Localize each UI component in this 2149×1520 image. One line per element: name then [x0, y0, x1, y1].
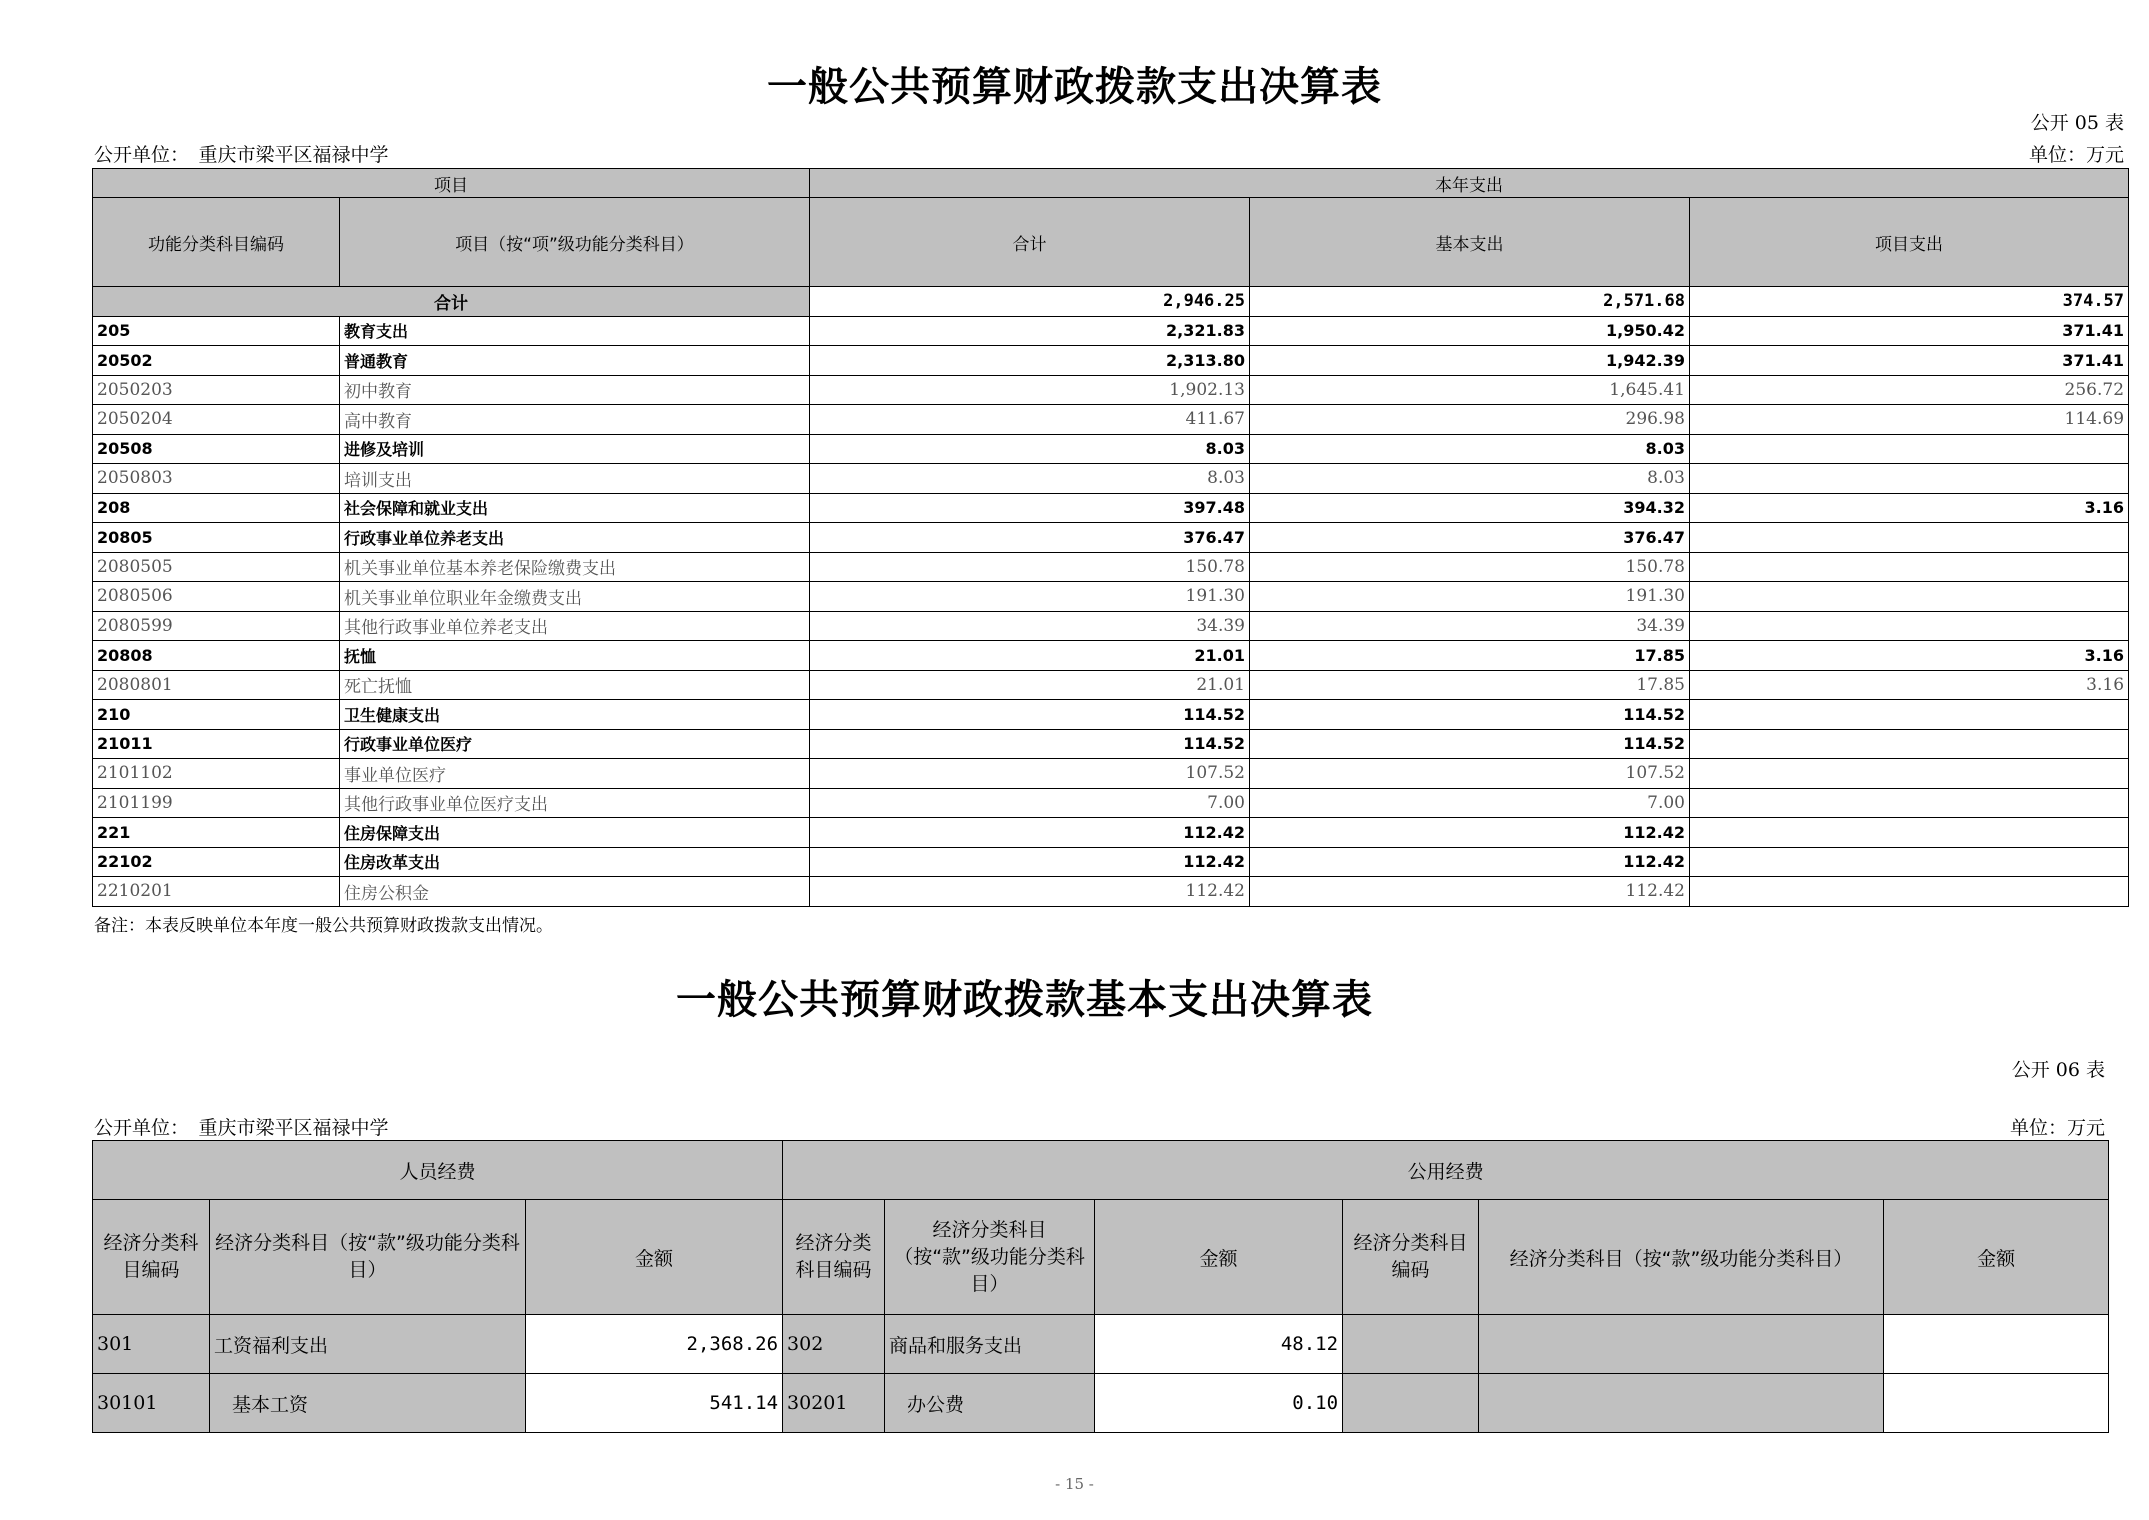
- row-code: 20508: [93, 434, 340, 464]
- cell-amount2: 48.12: [1095, 1315, 1343, 1374]
- row-project: 114.69: [1690, 405, 2129, 435]
- cell-code1: 301: [93, 1315, 210, 1374]
- cell-empty: [1884, 1374, 2109, 1433]
- row-basic: 17.85: [1250, 670, 1690, 700]
- total-label: 合计: [93, 287, 810, 317]
- row-project: 371.41: [1690, 346, 2129, 376]
- table-row: [93, 759, 2129, 789]
- row-total: 2,313.80: [810, 346, 1250, 376]
- total-sum: 2,946.25: [810, 287, 1250, 317]
- col-project: 项目支出: [1690, 198, 2129, 287]
- cell-code2: 302: [783, 1315, 885, 1374]
- row-basic: 17.85: [1250, 641, 1690, 671]
- row-code: 210: [93, 700, 340, 730]
- table-row: [93, 316, 2129, 346]
- cell-name2: 办公费: [885, 1374, 1095, 1433]
- table05-unit-right: 单位：万元: [2028, 144, 2124, 166]
- row-project: [1690, 847, 2129, 877]
- row-basic: 296.98: [1250, 405, 1690, 435]
- row-total: 7.00: [810, 788, 1250, 818]
- row-total: 112.42: [810, 847, 1250, 877]
- table05-code: 公开 05 表: [2030, 112, 2124, 134]
- h-code3: 经济分类科目编码: [1343, 1200, 1479, 1315]
- table-row: [93, 552, 2129, 582]
- row-code: 2080801: [93, 670, 340, 700]
- row-name: 住房改革支出: [340, 847, 810, 877]
- row-project: [1690, 582, 2129, 612]
- row-total: 114.52: [810, 700, 1250, 730]
- row-code: 20805: [93, 523, 340, 553]
- row-basic: 150.78: [1250, 552, 1690, 582]
- row-total: 112.42: [810, 877, 1250, 907]
- row-total: 376.47: [810, 523, 1250, 553]
- row-basic: 394.32: [1250, 493, 1690, 523]
- table06-title: 一般公共预算财政拨款基本支出决算表: [676, 976, 1373, 1023]
- row-total: 107.52: [810, 759, 1250, 789]
- row-project: [1690, 729, 2129, 759]
- table06-code: 公开 06 表: [2011, 1059, 2105, 1081]
- header-project: 项目: [93, 169, 810, 198]
- table-row: [93, 1315, 2109, 1374]
- row-project: 371.41: [1690, 316, 2129, 346]
- table-row: [93, 375, 2129, 405]
- row-name: 机关事业单位职业年金缴费支出: [340, 582, 810, 612]
- row-basic: 112.42: [1250, 847, 1690, 877]
- table06: [92, 1140, 2109, 1433]
- row-code: 2080506: [93, 582, 340, 612]
- row-code: 2101199: [93, 788, 340, 818]
- row-basic: 8.03: [1250, 464, 1690, 494]
- table-row: [93, 464, 2129, 494]
- row-code: 221: [93, 818, 340, 848]
- row-project: [1690, 818, 2129, 848]
- row-project: [1690, 788, 2129, 818]
- row-basic: 191.30: [1250, 582, 1690, 612]
- table-row: [93, 523, 2129, 553]
- table06-unit-label: 公开单位： 重庆市梁平区福禄中学: [94, 1117, 389, 1139]
- row-code: 2210201: [93, 877, 340, 907]
- table-row: [93, 700, 2129, 730]
- col-total: 合计: [810, 198, 1250, 287]
- row-total: 112.42: [810, 818, 1250, 848]
- h-amount3: 金额: [1884, 1200, 2109, 1315]
- col-code: 功能分类科目编码: [93, 198, 340, 287]
- row-name: 机关事业单位基本养老保险缴费支出: [340, 552, 810, 582]
- cell-name2: 商品和服务支出: [885, 1315, 1095, 1374]
- row-name: 培训支出: [340, 464, 810, 494]
- table-row: [93, 670, 2129, 700]
- cell-name1: 工资福利支出: [210, 1315, 526, 1374]
- row-project: [1690, 552, 2129, 582]
- table-row: [93, 582, 2129, 612]
- row-total: 114.52: [810, 729, 1250, 759]
- cell-code1: 30101: [93, 1374, 210, 1433]
- row-name: 其他行政事业单位养老支出: [340, 611, 810, 641]
- row-code: 2101102: [93, 759, 340, 789]
- row-total: 34.39: [810, 611, 1250, 641]
- row-total: 397.48: [810, 493, 1250, 523]
- row-name: 其他行政事业单位医疗支出: [340, 788, 810, 818]
- row-code: 2080599: [93, 611, 340, 641]
- cell-amount2: 0.10: [1095, 1374, 1343, 1433]
- row-code: 20808: [93, 641, 340, 671]
- table-row: [93, 788, 2129, 818]
- row-code: 20502: [93, 346, 340, 376]
- row-code: 21011: [93, 729, 340, 759]
- row-total: 8.03: [810, 434, 1250, 464]
- row-total: 21.01: [810, 641, 1250, 671]
- h-amount1: 金额: [526, 1200, 783, 1315]
- table-row: [93, 877, 2129, 907]
- row-name: 死亡抚恤: [340, 670, 810, 700]
- row-total: 1,902.13: [810, 375, 1250, 405]
- row-basic: 34.39: [1250, 611, 1690, 641]
- row-code: 205: [93, 316, 340, 346]
- row-basic: 1,645.41: [1250, 375, 1690, 405]
- row-basic: 376.47: [1250, 523, 1690, 553]
- row-name: 进修及培训: [340, 434, 810, 464]
- row-total: 21.01: [810, 670, 1250, 700]
- table05-title: 一般公共预算财政拨款支出决算表: [767, 63, 1382, 110]
- row-code: 22102: [93, 847, 340, 877]
- cell-empty: [1479, 1315, 1884, 1374]
- table05-unit-label: 公开单位： 重庆市梁平区福禄中学: [94, 144, 389, 166]
- table-row: [93, 818, 2129, 848]
- row-basic: 112.42: [1250, 818, 1690, 848]
- row-code: 2050803: [93, 464, 340, 494]
- h-name2: 经济分类科目（按“款”级功能分类科目）: [885, 1200, 1095, 1315]
- table-row: [93, 641, 2129, 671]
- row-basic: 7.00: [1250, 788, 1690, 818]
- row-basic: 112.42: [1250, 877, 1690, 907]
- h-code2: 经济分类科目编码: [783, 1200, 885, 1315]
- cell-empty: [1479, 1374, 1884, 1433]
- h-code1: 经济分类科目编码: [93, 1200, 210, 1315]
- row-project: [1690, 523, 2129, 553]
- table06-unit-right: 单位：万元: [2009, 1117, 2105, 1139]
- row-project: [1690, 434, 2129, 464]
- row-total: 150.78: [810, 552, 1250, 582]
- row-total: 8.03: [810, 464, 1250, 494]
- row-name: 高中教育: [340, 405, 810, 435]
- row-basic: 114.52: [1250, 729, 1690, 759]
- row-basic: 1,950.42: [1250, 316, 1690, 346]
- h-name1: 经济分类科目（按“款”级功能分类科目）: [210, 1200, 526, 1315]
- table-row: [93, 611, 2129, 641]
- table05-note: 备注：本表反映单位本年度一般公共预算财政拨款支出情况。: [94, 916, 553, 936]
- row-total: 411.67: [810, 405, 1250, 435]
- row-project: [1690, 759, 2129, 789]
- row-code: 2050203: [93, 375, 340, 405]
- table-row: [93, 847, 2129, 877]
- page-number: - 15 -: [1055, 1475, 1094, 1493]
- row-total: 191.30: [810, 582, 1250, 612]
- row-name: 初中教育: [340, 375, 810, 405]
- cell-empty: [1884, 1315, 2109, 1374]
- col-name: 项目（按“项”级功能分类科目）: [340, 198, 810, 287]
- table-row: [93, 405, 2129, 435]
- row-name: 教育支出: [340, 316, 810, 346]
- row-project: 3.16: [1690, 670, 2129, 700]
- row-project: [1690, 700, 2129, 730]
- row-code: 2050204: [93, 405, 340, 435]
- col-basic: 基本支出: [1250, 198, 1690, 287]
- row-name: 住房保障支出: [340, 818, 810, 848]
- row-project: 256.72: [1690, 375, 2129, 405]
- row-basic: 1,942.39: [1250, 346, 1690, 376]
- cell-empty: [1343, 1315, 1479, 1374]
- row-name: 行政事业单位医疗: [340, 729, 810, 759]
- row-basic: 114.52: [1250, 700, 1690, 730]
- row-name: 普通教育: [340, 346, 810, 376]
- cell-amount1: 541.14: [526, 1374, 783, 1433]
- table05: [92, 168, 2129, 907]
- row-code: 208: [93, 493, 340, 523]
- h-name3: 经济分类科目（按“款”级功能分类科目）: [1479, 1200, 1884, 1315]
- total-basic: 2,571.68: [1250, 287, 1690, 317]
- row-name: 社会保障和就业支出: [340, 493, 810, 523]
- row-name: 行政事业单位养老支出: [340, 523, 810, 553]
- header-current-year: 本年支出: [810, 169, 2129, 198]
- row-project: 3.16: [1690, 641, 2129, 671]
- cell-amount1: 2,368.26: [526, 1315, 783, 1374]
- row-name: 卫生健康支出: [340, 700, 810, 730]
- table-row: [93, 434, 2129, 464]
- row-project: 3.16: [1690, 493, 2129, 523]
- table-row: [93, 493, 2129, 523]
- cell-empty: [1343, 1374, 1479, 1433]
- group-personnel: 人员经费: [93, 1141, 783, 1200]
- h-amount2: 金额: [1095, 1200, 1343, 1315]
- row-project: [1690, 877, 2129, 907]
- row-basic: 107.52: [1250, 759, 1690, 789]
- cell-code2: 30201: [783, 1374, 885, 1433]
- row-project: [1690, 611, 2129, 641]
- table-row: [93, 1374, 2109, 1433]
- row-total: 2,321.83: [810, 316, 1250, 346]
- table-row: [93, 729, 2129, 759]
- row-basic: 8.03: [1250, 434, 1690, 464]
- row-name: 住房公积金: [340, 877, 810, 907]
- cell-name1: 基本工资: [210, 1374, 526, 1433]
- row-code: 2080505: [93, 552, 340, 582]
- row-project: [1690, 464, 2129, 494]
- row-name: 抚恤: [340, 641, 810, 671]
- row-name: 事业单位医疗: [340, 759, 810, 789]
- table-row: [93, 346, 2129, 376]
- group-public: 公用经费: [783, 1141, 2109, 1200]
- total-project: 374.57: [1690, 287, 2129, 317]
